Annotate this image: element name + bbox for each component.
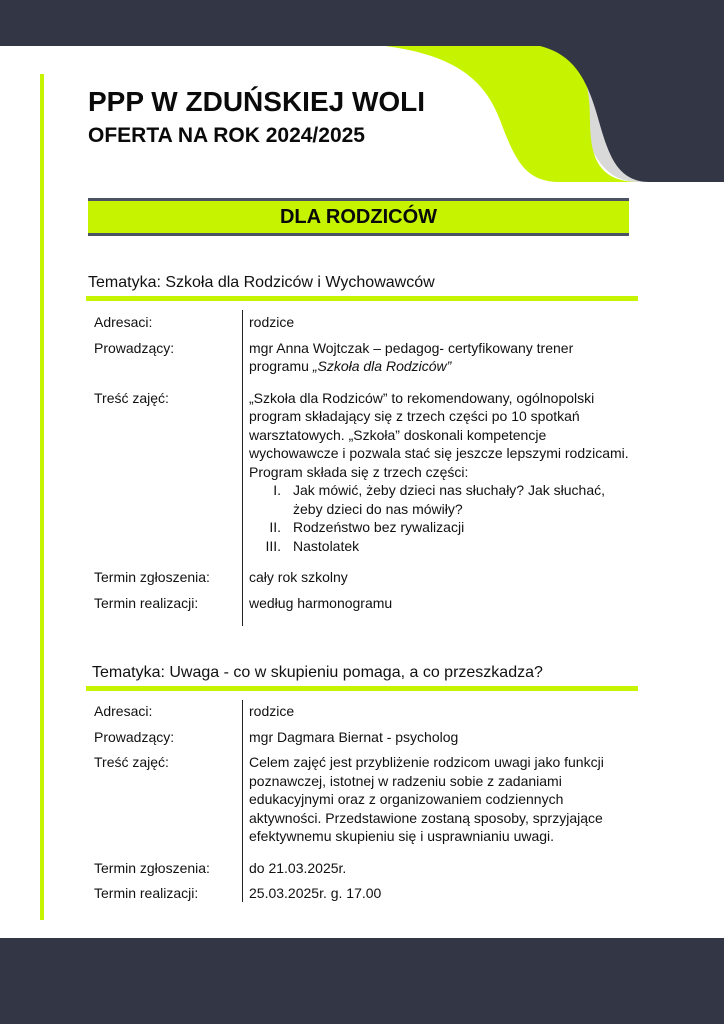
top-dark-band bbox=[0, 0, 724, 46]
field-value: według harmonogramu bbox=[249, 594, 393, 611]
list-item: III. Nastolatek bbox=[265, 537, 360, 554]
field-label: Termin zgłoszenia: bbox=[94, 859, 210, 876]
field-value bbox=[243, 389, 634, 556]
section2-topic: Tematyka: Uwaga - co w skupieniu pomaga, a co przeszkadza? bbox=[92, 664, 543, 681]
field-label: Termin realizacji: bbox=[94, 885, 199, 901]
table-row bbox=[94, 753, 634, 846]
table-row bbox=[94, 728, 634, 747]
list-item: I. Jak mówić, żeby dzieci nas słuchały? Jak słuchać, żeby dzieci do nas mówiły? bbox=[273, 482, 606, 517]
table-row bbox=[94, 339, 634, 376]
field-label: Treść zajęć: bbox=[94, 754, 169, 770]
program-parts-list bbox=[249, 481, 634, 555]
field-value: rodzice bbox=[249, 314, 295, 330]
section1-topic: Tematyka: Szkoła dla Rodziców i Wychowawców bbox=[88, 274, 435, 291]
field-value: 25.03.2025r. g. 17.00 bbox=[249, 885, 382, 901]
left-accent-line bbox=[40, 74, 44, 920]
bottom-dark-band bbox=[0, 938, 724, 1024]
field-label: Termin realizacji: bbox=[94, 594, 199, 611]
table-row bbox=[94, 859, 634, 878]
section1-topic-underline bbox=[86, 296, 638, 301]
field-value: Celem zajęć jest przybliżenie rodzicom uwagi jako funkcji poznawczej, istotnej w radzeniu sobie z zadaniami edukacyjnymi oraz z organizowaniem codziennych aktywności. Przedstawione zostaną sposoby, sprzyjające efektywnemu skupieniu się i usprawnianiu uwagi. bbox=[249, 754, 604, 844]
field-label: Prowadzący: bbox=[94, 339, 175, 356]
content-program: Program składa się z trzech części: bbox=[249, 463, 469, 480]
section2-table bbox=[94, 702, 634, 910]
banner-label: DLA RODZICÓW bbox=[279, 205, 437, 228]
table-row bbox=[94, 594, 634, 613]
table-row bbox=[94, 389, 634, 556]
table-row bbox=[94, 702, 634, 721]
field-value: cały rok szkolny bbox=[249, 569, 348, 585]
section2-topic-underline bbox=[86, 686, 638, 691]
table-row bbox=[94, 884, 634, 903]
field-label: Treść zajęć: bbox=[94, 389, 169, 406]
field-value bbox=[243, 339, 634, 376]
table-row bbox=[94, 313, 634, 332]
list-item: II. Rodzeństwo bez rywalizacji bbox=[269, 519, 465, 535]
page-title: PPP W ZDUŃSKIEJ WOLI bbox=[88, 86, 426, 117]
field-label: Prowadzący: bbox=[94, 728, 175, 745]
field-label: Termin zgłoszenia: bbox=[94, 569, 210, 585]
field-value: mgr Dagmara Biernat - psycholog bbox=[249, 728, 459, 745]
audience-banner bbox=[88, 198, 629, 236]
field-label: Adresaci: bbox=[94, 703, 153, 719]
leader-text: mgr Anna Wojtczak – pedagog- certyfikowany trener programu bbox=[249, 339, 574, 374]
section1-table bbox=[94, 313, 634, 619]
field-label: Adresaci: bbox=[94, 314, 153, 330]
content-intro: „Szkoła dla Rodziców” to rekomendowany, ogólnopolski program składający się z trzech części po 10 spotkań warsztatowych. „Szkoła” doskonali kompetencje wychowawcze i pozwala stać się jeszcze lepszymi rodzicami. bbox=[249, 389, 629, 461]
table-row bbox=[94, 568, 634, 587]
field-value: do 21.03.2025r. bbox=[249, 859, 347, 876]
field-value: rodzice bbox=[249, 703, 295, 719]
program-name: „Szkoła dla Rodziców” bbox=[312, 358, 452, 374]
page-subtitle: OFERTA NA ROK 2024/2025 bbox=[88, 124, 365, 147]
